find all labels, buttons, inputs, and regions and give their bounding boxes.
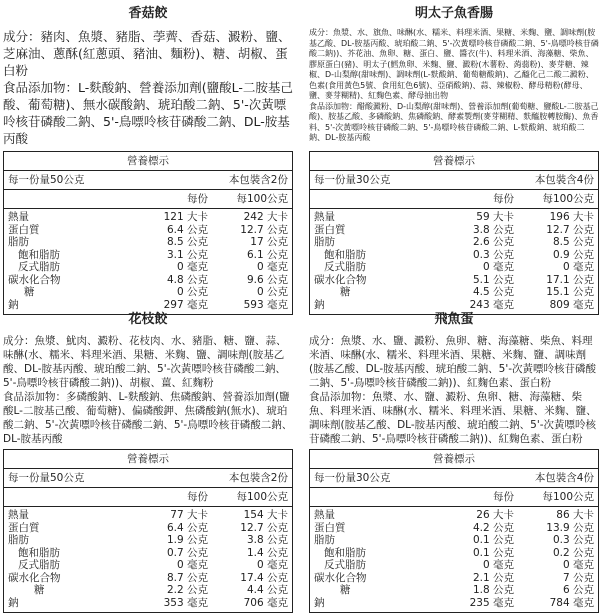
nutrient-label: 鈉 (314, 596, 325, 609)
serving-row (4, 171, 292, 190)
additives-text: 食品添加物：多磷酸鈉、L-麩酸鈉、焦磷酸鈉、營養添加劑(鹽酸L-二胺基己酸、葡萄糖)、偏磷酸鉀、焦磷酸鈉(無水)、琥珀酸二鈉、5'-次黃嘌呤核苷磷酸二鈉、5'-鳥嘌呤核苷磷酸二鈉、DL-胺基丙酸 (3, 391, 293, 445)
nutrient-row (8, 236, 288, 249)
nutrient-per-serving: 0.3 公克 (472, 248, 514, 261)
nutrient-per-serving: 4.2 公克 (472, 521, 514, 534)
nutrient-row (8, 286, 288, 299)
nutrient-per-serving: 0 公克 (176, 286, 208, 298)
ingredients-text: 成分：魚漿、魷肉、澱粉、花枝肉、水、豬脂、糖、鹽、蒜、味醂(水、糯米、料理米酒、果糖、米麴、鹽、調味劑(胺基乙酸、DL-胺基丙酸、琥珀酸二鈉、5'-次黃嘌呤核苷磷酸二鈉、5'-鳥嘌呤核苷磷酸二鈉))、胡椒、薑、紅麴粉 (3, 335, 287, 389)
nutrient-per-100g: 0 毫克 (562, 261, 594, 273)
nutrient-label: 鈉 (8, 596, 19, 609)
nutrient-per-100g: 809 毫克 (549, 298, 594, 311)
nutrient-row (8, 534, 288, 547)
nutrient-per-100g: 12.7 公克 (546, 223, 594, 236)
nutrient-per-100g: 8.5 公克 (552, 236, 594, 248)
product-name: 飛魚蛋 (434, 312, 474, 327)
nutrient-label: 熱量 (8, 211, 29, 223)
additives-text: 食品添加物：魚漿、水、鹽、澱粉、魚卵、糖、海藻糖、柴魚、料理米酒、味醂(水、糯米、料理米酒、果糖、米麴、鹽、調味劑(胺基乙酸、DL-胺基丙酸、琥珀酸二鈉、5'-次黃嘌呤核苷磷酸二鈉、5'-鳥嘌呤核苷磷酸二鈉))、紅麴色素、蛋白粉 (309, 391, 597, 445)
nutrient-label: 脂肪 (8, 534, 29, 546)
nutrient-row (8, 572, 288, 585)
column-headers (310, 488, 598, 507)
nutrient-rows (4, 209, 292, 314)
nutrition-panel (3, 151, 293, 315)
nutrient-label: 反式脂肪 (18, 559, 60, 571)
nutrient-row (314, 286, 594, 299)
nutrient-per-100g: 4.4 公克 (246, 584, 288, 596)
column-headers (4, 190, 292, 209)
nutrient-label: 蛋白質 (314, 223, 346, 236)
nutrient-per-100g: 706 毫克 (243, 596, 288, 609)
nutrient-label: 熱量 (314, 211, 335, 223)
serving-row (4, 469, 292, 488)
nutrient-per-serving: 0.1 公克 (472, 546, 514, 559)
nutrient-rows (310, 209, 598, 314)
product-card-mentaiko-fish-sausage (309, 4, 599, 311)
nutrient-row (314, 559, 594, 572)
serving-size: 每一份量50公克 (8, 174, 85, 186)
nutrient-label: 脂肪 (314, 236, 335, 248)
nutrient-row (8, 509, 288, 522)
nutrient-row (314, 249, 594, 262)
ingredients-text: 成分：魚漿、水、旗魚、味醂(水、糯米、料理米酒、果糖、米麴、鹽、調味劑(胺基乙酸、DL-胺基丙酸、琥珀酸二鈉、5'-次黃嘌呤核苷磷酸二鈉、5'-鳥嘌呤核苷磷酸二鈉))、芥花油、魚卵、糖、蛋白、鹽、醬衣(牛)、料理米酒、海藻糖、柴魚、膠原蛋白(豬)、明太子(鱈魚卵、米麴、鹽、澱粉(木薯粉、蒟蒻粉)、麥芽糖、辣椒、D-山梨醇(甜味劑)、調味劑(L-麩酸鈉、葡萄糖酸鈉)、乙醯化己二酸二澱粉、色素(食用黃色5號、食用紅色6號)、亞硝酸鈉)、蒜、辣椒粉、酵母精粉(酵母、鹽、麥芽糊精)、紅麴色素、酵母抽出物 (309, 28, 599, 100)
nutrient-label: 碳水化合物 (314, 273, 367, 286)
nutrient-row (314, 584, 594, 597)
product-name: 香菇餃 (128, 6, 168, 21)
nutrient-row (8, 547, 288, 560)
nutrient-label: 鈉 (314, 298, 325, 311)
serving-row (310, 171, 598, 190)
nutrient-label: 蛋白質 (314, 521, 346, 534)
additives-text: 食品添加物：醋酸澱粉、D-山梨醇(甜味劑)、營養添加劑(葡萄糖、鹽酸L-二胺基己酸)、胺基乙酸、多磷酸鈉、焦磷酸鈉、酵素製劑(麥芽糊精、麩醯胺轉胺酶)、魚香料、5'-次黃嘌呤核苷磷酸二鈉、5'-鳥嘌呤核苷磷酸二鈉、L-麩酸鈉、琥珀酸二鈉、DL-胺基丙酸 (309, 101, 599, 142)
nutrient-per-100g: 1.4 公克 (246, 546, 288, 559)
nutrient-label: 飽和脂肪 (18, 248, 60, 261)
nutrient-per-serving: 0 毫克 (482, 261, 514, 273)
nutrient-per-serving: 8.5 公克 (166, 236, 208, 248)
nutrient-label: 脂肪 (314, 534, 335, 546)
nutrient-label: 反式脂肪 (324, 559, 366, 571)
nutrient-per-serving: 0 毫克 (482, 559, 514, 571)
nutrient-per-serving: 5.1 公克 (472, 273, 514, 286)
nutrient-per-100g: 0.3 公克 (552, 534, 594, 546)
col-per-serving: 每份 (187, 491, 208, 503)
nutrient-label: 熱量 (8, 509, 29, 521)
nutrient-per-serving: 77 大卡 (170, 509, 208, 521)
nutrient-row (8, 261, 288, 274)
nutrient-per-100g: 593 毫克 (243, 298, 288, 311)
nutrient-per-100g: 0 公克 (256, 286, 288, 298)
nutrient-per-serving: 353 毫克 (163, 596, 208, 609)
nutrient-per-100g: 6.1 公克 (246, 248, 288, 261)
serving-size: 每一份量50公克 (8, 472, 85, 484)
nutrient-label: 脂肪 (8, 236, 29, 248)
nutrient-per-100g: 242 大卡 (243, 211, 288, 223)
servings-per-pack: 本包裝含4份 (534, 174, 594, 186)
nutrition-title: 營養標示 (310, 152, 598, 171)
nutrient-per-100g: 17.1 公克 (546, 273, 594, 286)
nutrient-per-100g: 12.7 公克 (240, 521, 288, 534)
nutrition-title: 營養標示 (4, 152, 292, 171)
nutrient-per-serving: 0.7 公克 (166, 546, 208, 559)
nutrient-row (314, 211, 594, 224)
nutrient-per-100g: 12.7 公克 (240, 223, 288, 236)
additives-text: 食品添加物：L-麩酸鈉、營養添加劑(鹽酸L-二胺基己酸、葡萄糖)、無水碳酸鈉、琥珀酸二鈉、5'-次黃嘌呤核苷磷酸二鈉、5'-鳥嘌呤核苷磷酸二鈉、DL-胺基丙酸 (3, 80, 293, 146)
ingredients-text: 成分：魚漿、水、鹽、澱粉、魚卵、糖、海藻糖、柴魚、料理米酒、味醂(水、糯米、料理米酒、果糖、米麴、鹽、調味劑(胺基乙酸、DL-胺基丙酸、琥珀酸二鈉、5'-次黃嘌呤核苷磷酸二鈉、5'-鳥嘌呤核苷磷酸二鈉))、紅麴色素、蛋白粉 (309, 335, 596, 389)
nutrient-per-serving: 3.8 公克 (472, 223, 514, 236)
nutrient-per-serving: 26 大卡 (476, 509, 514, 521)
nutrient-per-serving: 0 毫克 (176, 261, 208, 273)
nutrient-row (314, 274, 594, 287)
nutrient-per-serving: 0 毫克 (176, 559, 208, 571)
nutrient-per-100g: 0.9 公克 (552, 248, 594, 261)
col-per-100g: 每100公克 (542, 491, 594, 503)
nutrient-row (8, 559, 288, 572)
serving-size: 每一份量30公克 (314, 472, 391, 484)
col-per-serving: 每份 (493, 491, 514, 503)
nutrient-label: 鈉 (8, 298, 19, 311)
nutrient-per-serving: 121 大卡 (163, 211, 208, 223)
nutrient-row (314, 597, 594, 610)
nutrient-per-serving: 2.1 公克 (472, 571, 514, 584)
nutrient-label: 糖 (340, 286, 351, 298)
nutrient-label: 糖 (24, 286, 35, 298)
nutrient-per-serving: 0.1 公克 (472, 534, 514, 546)
nutrient-per-100g: 13.9 公克 (546, 521, 594, 534)
nutrient-row (8, 522, 288, 535)
nutrient-per-100g: 3.8 公克 (246, 534, 288, 546)
nutrient-row (314, 534, 594, 547)
nutrient-label: 飽和脂肪 (324, 248, 366, 261)
nutrient-per-100g: 784 毫克 (549, 596, 594, 609)
nutrient-label: 熱量 (314, 509, 335, 521)
col-per-serving: 每份 (493, 193, 514, 205)
nutrient-per-100g: 15.1 公克 (546, 286, 594, 298)
servings-per-pack: 本包裝含2份 (228, 174, 288, 186)
servings-per-pack: 本包裝含4份 (534, 472, 594, 484)
nutrient-per-100g: 0 毫克 (256, 559, 288, 571)
serving-row (310, 469, 598, 488)
nutrient-label: 蛋白質 (8, 521, 40, 534)
nutrient-per-serving: 4.5 公克 (472, 286, 514, 298)
nutrient-row (8, 597, 288, 610)
nutrient-label: 蛋白質 (8, 223, 40, 236)
nutrient-per-serving: 243 毫克 (469, 298, 514, 311)
nutrient-per-serving: 297 毫克 (163, 298, 208, 311)
col-per-100g: 每100公克 (236, 193, 288, 205)
nutrient-per-serving: 4.8 公克 (166, 273, 208, 286)
nutrient-label: 碳水化合物 (8, 273, 61, 286)
nutrient-label: 反式脂肪 (324, 261, 366, 273)
nutrient-per-100g: 86 大卡 (556, 509, 594, 521)
ingredients-text: 成分：豬肉、魚漿、豬脂、荸薺、香菇、澱粉、鹽、芝麻油、蔥酥(紅蔥頭、豬油、麵粉)、糖、胡椒、蛋白粉 (3, 29, 291, 78)
column-headers (4, 488, 292, 507)
column-headers (310, 190, 598, 209)
nutrient-per-serving: 1.8 公克 (472, 584, 514, 596)
nutrient-per-100g: 196 大卡 (549, 211, 594, 223)
nutrient-row (8, 224, 288, 237)
nutrient-label: 反式脂肪 (18, 261, 60, 273)
nutrient-row (314, 236, 594, 249)
nutrient-per-serving: 8.7 公克 (166, 571, 208, 584)
nutrient-per-100g: 7 公克 (562, 571, 594, 584)
col-per-100g: 每100公克 (542, 193, 594, 205)
nutrient-per-100g: 0 毫克 (256, 261, 288, 273)
nutrient-row (314, 224, 594, 237)
nutrient-label: 飽和脂肪 (18, 546, 60, 559)
nutrient-label: 碳水化合物 (8, 571, 61, 584)
nutrient-row (8, 584, 288, 597)
product-name: 明太子魚香腸 (414, 6, 493, 21)
nutrient-row (8, 249, 288, 262)
nutrient-per-serving: 3.1 公克 (166, 248, 208, 261)
col-per-serving: 每份 (187, 193, 208, 205)
nutrient-per-100g: 17.4 公克 (240, 571, 288, 584)
nutrient-rows (4, 507, 292, 612)
nutrient-per-serving: 6.4 公克 (166, 521, 208, 534)
nutrient-label: 碳水化合物 (314, 571, 367, 584)
nutrient-per-100g: 9.6 公克 (246, 273, 288, 286)
product-card-flying-fish-roe (309, 310, 599, 610)
nutrient-per-serving: 235 毫克 (469, 596, 514, 609)
nutrient-rows (310, 507, 598, 612)
nutrient-row (314, 509, 594, 522)
nutrient-per-serving: 1.9 公克 (166, 534, 208, 546)
col-per-100g: 每100公克 (236, 491, 288, 503)
product-card-mushroom-dumpling (3, 4, 293, 311)
nutrition-panel (3, 449, 293, 613)
serving-size: 每一份量30公克 (314, 174, 391, 186)
product-name: 花枝餃 (128, 312, 168, 327)
nutrition-title: 營養標示 (310, 450, 598, 469)
nutrient-row (8, 211, 288, 224)
nutrient-label: 糖 (34, 584, 45, 596)
nutrient-per-100g: 6 公克 (562, 584, 594, 596)
nutrient-per-serving: 2.2 公克 (166, 584, 208, 596)
nutrient-per-100g: 17 公克 (250, 236, 288, 248)
nutrient-row (314, 547, 594, 560)
nutrient-row (314, 522, 594, 535)
nutrient-row (314, 261, 594, 274)
nutrition-panel (309, 449, 599, 613)
nutrition-title: 營養標示 (4, 450, 292, 469)
nutrient-per-serving: 6.4 公克 (166, 223, 208, 236)
nutrient-per-100g: 0 毫克 (562, 559, 594, 571)
nutrient-label: 飽和脂肪 (324, 546, 366, 559)
nutrient-per-100g: 0.2 公克 (552, 546, 594, 559)
nutrient-row (8, 274, 288, 287)
nutrient-per-100g: 154 大卡 (243, 509, 288, 521)
nutrient-per-serving: 2.6 公克 (472, 236, 514, 248)
nutrient-label: 糖 (340, 584, 351, 596)
nutrient-per-serving: 59 大卡 (476, 211, 514, 223)
nutrition-panel (309, 151, 599, 315)
servings-per-pack: 本包裝含2份 (228, 472, 288, 484)
product-card-squid-dumpling (3, 310, 293, 610)
nutrient-row (314, 572, 594, 585)
